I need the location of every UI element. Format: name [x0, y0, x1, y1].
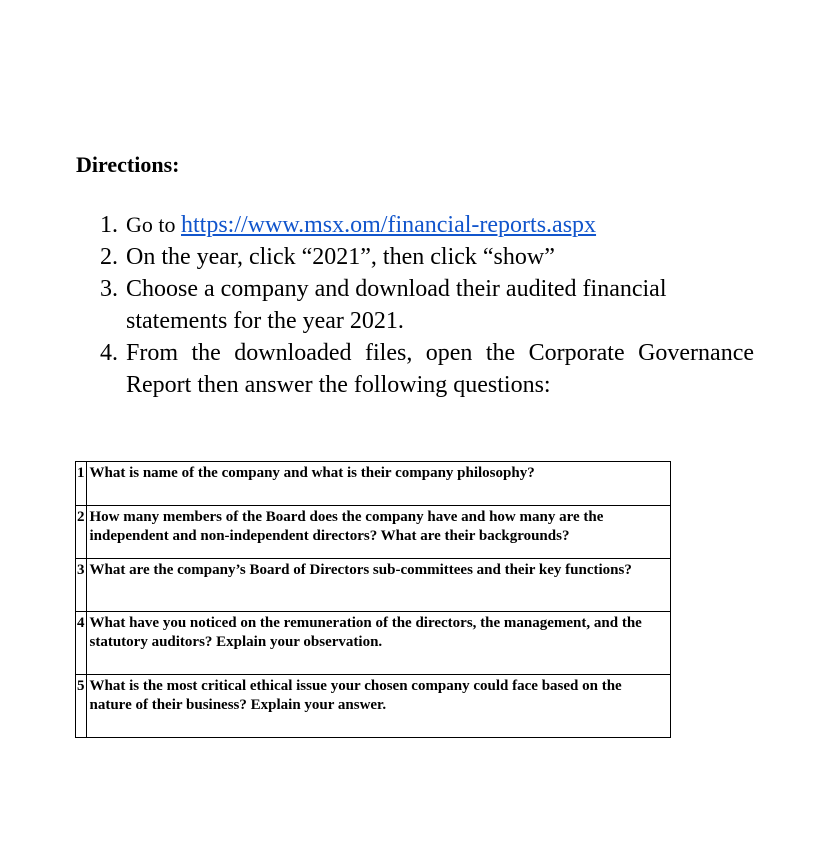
- question-number: 3: [76, 559, 87, 612]
- question-number: 1: [76, 462, 87, 506]
- step-3: [94, 273, 754, 337]
- financial-reports-link[interactable]: https://www.msx.om/financial-reports.aspx: [181, 212, 597, 238]
- question-row: [76, 506, 671, 559]
- step-number: 1.: [100, 212, 118, 238]
- step-text: Go to: [126, 212, 181, 237]
- step-1: [94, 209, 754, 241]
- step-4: [94, 337, 754, 401]
- question-row: [76, 462, 671, 506]
- question-number: 4: [76, 612, 87, 675]
- question-text: What is the most critical ethical issue your chosen company could face based on the nature of their business? Explain your answer.: [86, 675, 671, 738]
- questions-table: [75, 461, 671, 738]
- question-text: What have you noticed on the remuneration of the directors, the management, and the statutory auditors? Explain your observation.: [86, 612, 671, 675]
- step-text: On the year, click “2021”, then click “show”: [126, 244, 555, 270]
- question-number: 5: [76, 675, 87, 738]
- step-2: [94, 241, 754, 273]
- question-row: [76, 559, 671, 612]
- step-number: 2.: [100, 244, 118, 270]
- question-text: How many members of the Board does the company have and how many are the independent and non-independent directors? What are their backgrounds?: [86, 506, 671, 559]
- question-text: What are the company’s Board of Directors sub-committees and their key functions?: [86, 559, 671, 612]
- question-row: [76, 675, 671, 738]
- directions-heading: Directions:: [76, 152, 180, 177]
- step-number: 3.: [100, 276, 118, 302]
- step-text: Choose a company and download their audited financial statements for the year 2021.: [126, 276, 667, 334]
- question-text: What is name of the company and what is their company philosophy?: [86, 462, 671, 506]
- step-number: 4.: [100, 340, 118, 366]
- question-row: [76, 612, 671, 675]
- step-text: From the downloaded files, open the Corporate Governance Report then answer the following questions:: [126, 340, 754, 398]
- directions-list: [94, 209, 754, 401]
- question-number: 2: [76, 506, 87, 559]
